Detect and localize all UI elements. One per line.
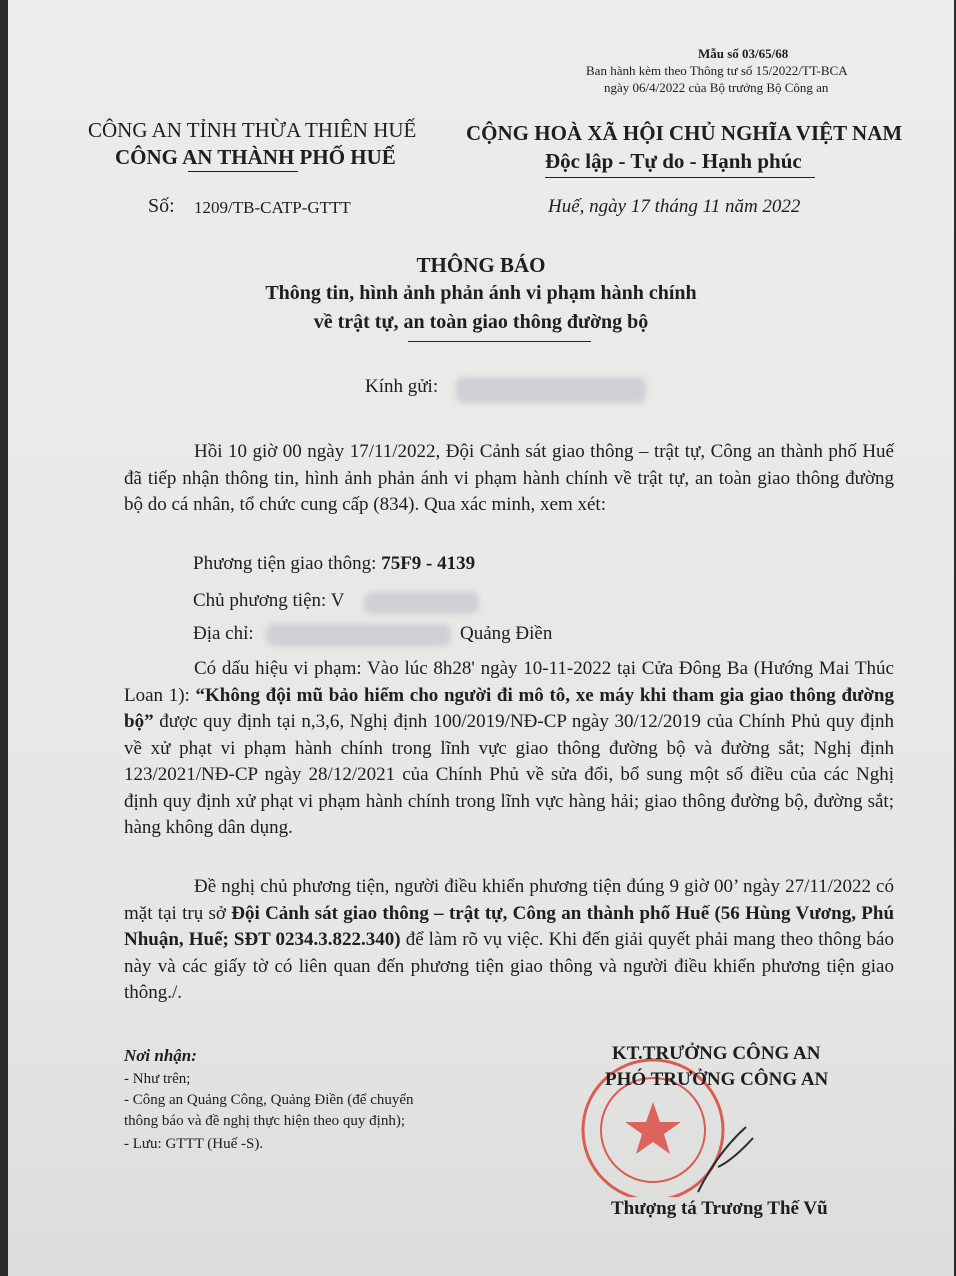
- address-visible: Quảng Điền: [460, 623, 553, 644]
- vehicle-plate: 75F9 - 4139: [381, 553, 476, 574]
- agency-underline: [188, 171, 298, 172]
- document-number: 1209/TB-CATP-GTTT: [194, 198, 351, 217]
- owner-visible: V: [330, 590, 345, 611]
- request-text-c: để làm rõ vụ việc. Khi đến giải quyết phải mang theo thông báo này và các giấy tờ có liên quan đến phương tiện giao thông và người điều khiển phương tiện giao thông./.: [124, 929, 894, 1003]
- document-subtitle-line1: Thông tin, hình ảnh phản ánh vi phạm hành chính: [265, 282, 697, 304]
- address-field: [193, 623, 254, 645]
- form-issued-note: Ban hành kèm theo Thông tư số 15/2022/TT-BCA: [586, 63, 848, 78]
- official-seal-icon: [568, 1042, 758, 1197]
- form-issued-date: ngày 06/4/2022 của Bộ trưởng Bộ Công an: [604, 80, 829, 95]
- violation-offense: “Không đội mũ bảo hiểm cho người đi mô tô, xe máy khi tham gia giao thông đường bộ”: [124, 684, 895, 732]
- owner-label: Chủ phương tiện:: [193, 590, 327, 611]
- request-location: Đội Cảnh sát giao thông – trật tự, Công an thành phố Huế (56 Hùng Vương, Phú Nhuận, Huế; SĐT 0234.3.822.340): [124, 902, 895, 950]
- greeting-label: Kính gửi:: [365, 376, 439, 397]
- subtitle-underline: [408, 341, 591, 342]
- national-title: CỘNG HOÀ XÃ HỘI CHỦ NGHĨA VIỆT NAM: [466, 121, 903, 145]
- national-motto: Độc lập - Tự do - Hạnh phúc: [545, 149, 802, 173]
- violation-text-a: Có dấu hiệu vi phạm: Vào lúc 8h28' ngày 10-11-2022 tại Cửa Đông Ba (Hướng Mai Thúc Loan 1):: [124, 658, 894, 706]
- signature-title-line2: PHÓ TRƯỞNG CÔNG AN: [605, 1069, 829, 1090]
- violation-text-c: được quy định tại n,3,6, Nghị định 100/2019/NĐ-CP ngày 30/12/2019 của Chính Phủ quy định về xử phạt vi phạm hành chính trong lĩnh vực giao thông đường bộ và đường sắt; Nghị định 123/2021/NĐ-CP ngày 28/12/2021 của Chính Phủ về sửa đổi, bổ sung một số điều của các Nghị định quy định xử phạt vi phạm hành chính trong lĩnh vực hàng hải; giao thông đường bộ, đường sắt; hàng không dân dụng.: [124, 711, 894, 838]
- redacted-address: [266, 624, 451, 646]
- place-and-date: Huế, ngày 17 tháng 11 năm 2022: [548, 196, 801, 217]
- document-number-label: Số:: [148, 195, 175, 217]
- form-number: Mẫu số 03/65/68: [698, 46, 789, 61]
- vehicle-field: [193, 553, 475, 575]
- paragraph-intro: Hồi 10 giờ 00 ngày 17/11/2022, Đội Cảnh sát giao thông – trật tự, Công an thành phố Huế đã tiếp nhận thông tin, hình ảnh phản ánh vi phạm hành chính về trật tự, an toàn giao thông đường bộ do cá nhân, tổ chức cung cấp (834). Qua xác minh, xem xét:: [124, 441, 894, 515]
- recipient-item: - Lưu: GTTT (Huế -S).: [124, 1136, 264, 1152]
- paragraph-request: [124, 874, 894, 1007]
- agency-name: CÔNG AN THÀNH PHỐ HUẾ: [115, 145, 396, 169]
- signature-title-line1: KT.TRƯỞNG CÔNG AN: [612, 1043, 821, 1064]
- request-text-a: Đề nghị chủ phương tiện, người điều khiển phương tiện đúng 9 giờ 00’ ngày 27/11/2022 có mặt tại trụ sở: [124, 876, 894, 924]
- document-title: THÔNG BÁO: [416, 253, 546, 277]
- signer-name: Thượng tá Trương Thế Vũ: [611, 1198, 828, 1219]
- paragraph-violation: [124, 656, 894, 842]
- recipient-item: thông báo và đề nghị thực hiện theo quy định);: [124, 1113, 405, 1129]
- owner-field: [193, 590, 344, 612]
- vehicle-label: Phương tiện giao thông:: [193, 553, 377, 574]
- motto-underline: [545, 177, 815, 178]
- redacted-recipient: [456, 377, 646, 403]
- recipient-item: - Công an Quảng Công, Quảng Điền (để chuyển: [124, 1092, 414, 1108]
- redacted-owner: [364, 592, 479, 614]
- recipient-item: - Như trên;: [124, 1071, 191, 1087]
- address-label: Địa chỉ:: [193, 623, 254, 644]
- document-page: [8, 0, 954, 1276]
- document-subtitle-line2: về trật tự, an toàn giao thông đường bộ: [313, 311, 649, 333]
- agency-parent: CÔNG AN TỈNH THỪA THIÊN HUẾ: [88, 118, 417, 142]
- recipients-title: Nơi nhận:: [124, 1046, 197, 1065]
